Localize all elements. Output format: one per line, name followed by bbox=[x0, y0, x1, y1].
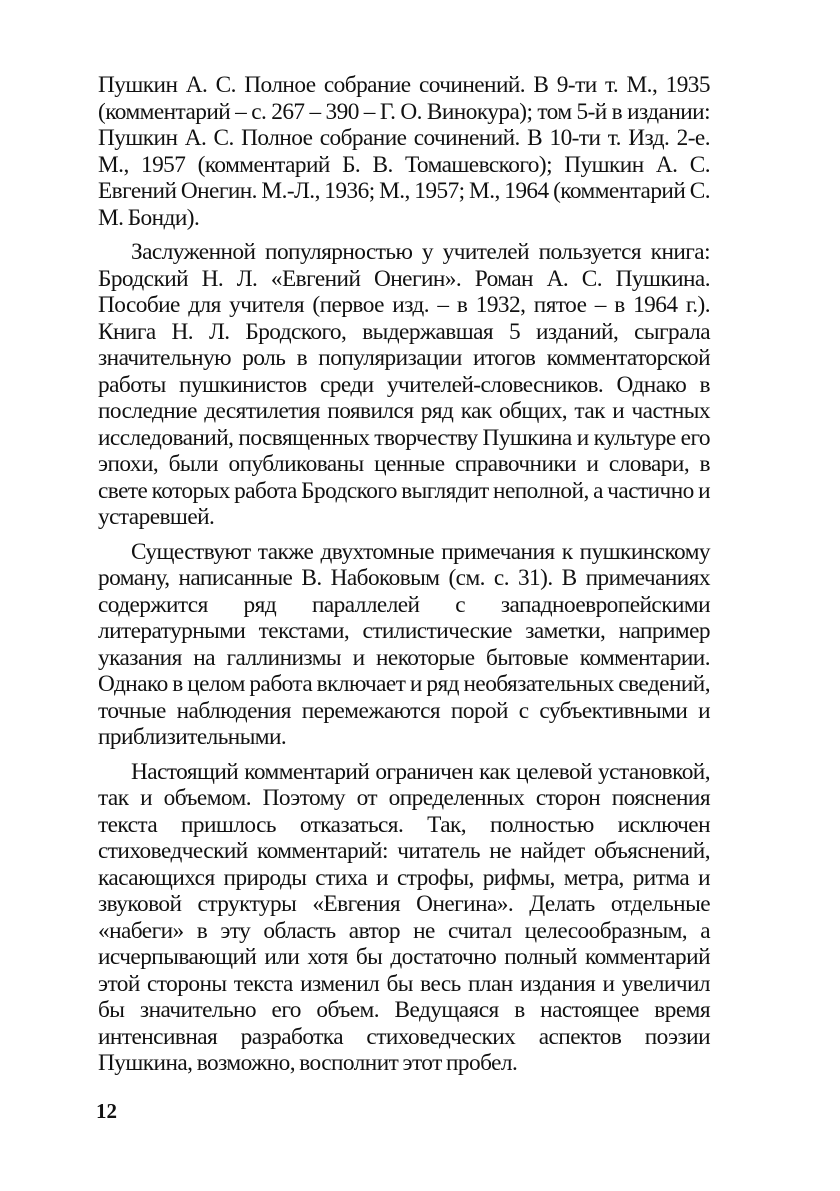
paragraph-brodsky-book: Заслуженной популярностью у учителей пользуется книга: Бродский Н. Л. «Евгений Онегин». Роман А. С. Пушкина. Пособие для учителя (первое изд. – в 1932, пятое – в 1964 г.). Книга Н. Л. Бродского, выдержавшая 5 изданий, сыграла значительную роль в популяризации итогов комментаторской работы пушкинистов среди учителей-словесников. Однако в последние десятилетия появился ряд как общих, так и частных исследований, посвященных творчеству Пушкина и культуре его эпохи, были опубликованы ценные справочники и словари, в свете которых работа Бродского выглядит неполной, а частично и устаревшей. bbox=[98, 239, 710, 530]
page-number: 12 bbox=[96, 1099, 117, 1123]
paragraph-commentary-scope: Настоящий комментарий ограничен как целевой установкой, так и объемом. Поэтому от определенных сторон пояснения текста пришлось отказаться. Так, полностью исключен стиховедческий комментарий: читатель не найдет объяснений, касающихся природы стиха и строфы, рифмы, метра, ритма и звуковой структуры «Евгения Онегина». Делать отдельные «набеги» в эту область автор не считал целесообразным, а исчерпывающий или хотя бы достаточно полный комментарий этой стороны текста изменил бы весь план издания и увеличил бы значительно его объем. Ведущаяся в настоящее время интенсивная разработка стиховедческих аспектов поэзии Пушкина, возможно, восполнит этот пробел. bbox=[98, 758, 710, 1076]
paragraph-nabokov-notes: Существуют также двухтомные примечания к пушкинскому роману, написанные В. Набоковым (см. с. 31). В примечаниях содержится ряд параллелей с западноевропейскими литературными текстами, стилистические заметки, например указания на галлинизмы и некоторые бытовые комментарии. Однако в целом работа включает и ряд необязательных сведений, точные наблюдения перемежаются порой с субъективными и приблизительными. bbox=[98, 538, 710, 750]
paragraph-editions-list: Пушкин А. С. Полное собрание сочинений. В 9-ти т. М., 1935 (комментарий – с. 267 – 390 – Г. О. Винокура); том 5-й в издании: Пушкин А. С. Полное собрание сочинений. В 10-ти т. Изд. 2-е. М., 1957 (комментарий Б. В. Томашевского); Пушкин А. С. Евгений Онегин. М.-Л., 1936; М., 1957; М., 1964 (комментарий С. М. Бонди). bbox=[98, 72, 710, 231]
body-text bbox=[98, 72, 710, 1085]
